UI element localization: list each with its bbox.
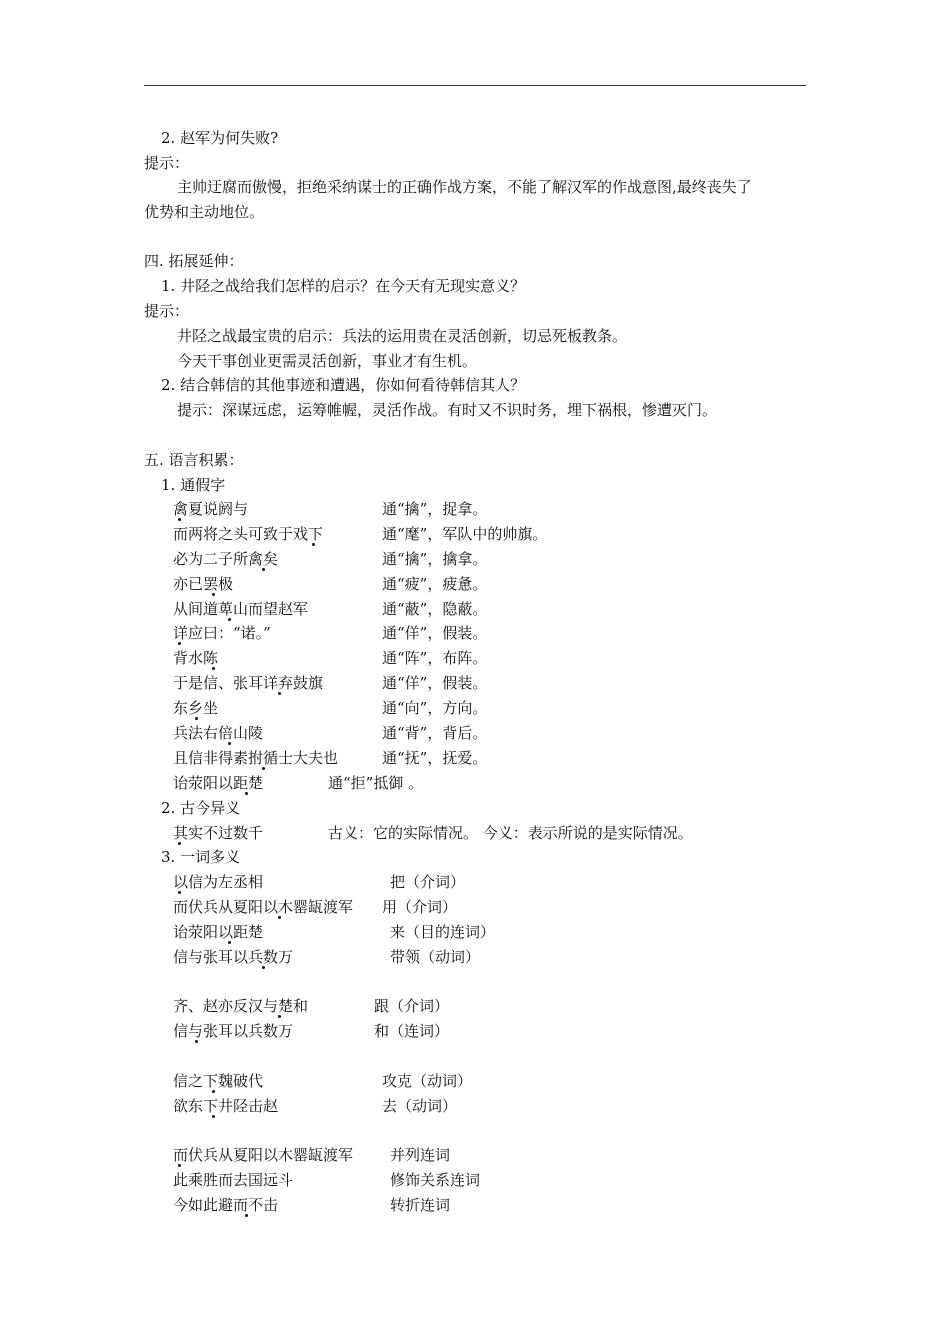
emphasis-dot: [262, 568, 265, 571]
yici-note: 去（动词）: [382, 1097, 458, 1115]
emphasis-dot: [228, 742, 231, 745]
tongjia-phrase: 详应曰：“诺。”: [173, 624, 271, 642]
gujin-note: 古义：它的实际情况。 今义：表示所说的是实际情况。: [328, 824, 693, 842]
yici-note: 转折连词: [390, 1196, 451, 1214]
yici-phrase: 信与张耳以兵数万: [173, 1022, 294, 1040]
yici-note: 修饰关系连词: [390, 1171, 481, 1189]
emphasis-dot: [278, 1015, 281, 1018]
tongjia-heading: 1. 通假字: [161, 476, 226, 494]
header-rule: [144, 85, 806, 86]
yici-note: 带领（动词）: [390, 948, 481, 966]
tongjia-phrase: 禽夏说阏与: [173, 500, 249, 518]
section-4-answer-3: 提示：深谋远虑，运筹帷幄，灵活作战。有时又不识时务，埋下祸根，惨遭灭门。: [177, 401, 718, 419]
yici-phrase: 信与张耳以兵数万: [173, 948, 294, 966]
hint-text-line-2: 优势和主动地位。: [144, 203, 265, 221]
yici-note: 用（介词）: [382, 898, 458, 916]
emphasis-dot: [212, 1090, 215, 1093]
emphasis-dot: [195, 717, 198, 720]
tongjia-note: 通“向”，方向。: [382, 699, 488, 717]
tongjia-phrase: 兵法右倍山陵: [173, 724, 264, 742]
tongjia-note: 通“擒”，擒拿。: [382, 550, 488, 568]
section-4-hint-label: 提示：: [144, 302, 190, 320]
tongjia-note: 通“佯”，假装。: [382, 674, 488, 692]
emphasis-dot: [212, 667, 215, 670]
tongjia-note: 通“抚”，抚爱。: [382, 749, 488, 767]
tongjia-note: 通“麾”，军队中的帅旗。: [382, 525, 548, 543]
tongjia-note: 通“疲”，疲惫。: [382, 575, 488, 593]
emphasis-dot: [178, 518, 181, 521]
yici-note: 来（目的连词）: [390, 923, 496, 941]
yici-phrase: 以信为左丞相: [173, 873, 264, 891]
yici-note: 把（介词）: [390, 873, 466, 891]
yici-note: 并列连词: [390, 1146, 451, 1164]
tongjia-note: 通“佯”，假装。: [382, 624, 488, 642]
yici-phrase: 此乘胜而去国远斗: [173, 1171, 294, 1189]
emphasis-dot: [245, 792, 248, 795]
yici-phrase: 而伏兵从夏阳以木罂缻渡军: [173, 1146, 354, 1164]
yici-phrase: 信之下魏破代: [173, 1072, 264, 1090]
yici-note: 攻克（动词）: [382, 1072, 473, 1090]
emphasis-dot: [212, 1115, 215, 1118]
emphasis-dot: [262, 767, 265, 770]
yici-phrase: 欲东下井陉击赵: [173, 1097, 279, 1115]
tongjia-phrase: 而两将之头可致于戏下: [173, 525, 324, 543]
tongjia-note: 通“背”，背后。: [382, 724, 488, 742]
yici-note: 和（连词）: [374, 1022, 450, 1040]
emphasis-dot: [278, 692, 281, 695]
emphasis-dot: [212, 593, 215, 596]
section-5-heading: 五. 语言积累：: [144, 451, 244, 469]
emphasis-dot: [178, 842, 181, 845]
emphasis-dot: [195, 1040, 198, 1043]
question-2: 2. 赵军为何失败?: [161, 129, 279, 147]
yici-phrase: 齐、赵亦反汉与楚和: [173, 997, 309, 1015]
tongjia-note: 通“擒”，捉拿。: [382, 500, 488, 518]
tongjia-phrase: 必为二子所禽矣: [173, 550, 279, 568]
tongjia-phrase: 于是信、张耳详弃鼓旗: [173, 674, 324, 692]
yici-phrase: 今如此避而不击: [173, 1196, 279, 1214]
hint-text-line-1: 主帅迂腐而傲慢，拒绝采纳谋士的正确作战方案，不能了解汉军的作战意图,最终丧失了: [177, 178, 752, 196]
emphasis-dot: [312, 543, 315, 546]
tongjia-note: 通“蔽”，隐蔽。: [382, 600, 488, 618]
section-4-question-2: 2. 结合韩信的其他事迹和遭遇，你如何看待韩信其人？: [161, 376, 526, 394]
tongjia-phrase: 诒荥阳以距楚: [173, 774, 264, 792]
emphasis-dot: [178, 891, 181, 894]
emphasis-dot: [228, 941, 231, 944]
section-4-heading: 四. 拓展延伸：: [144, 252, 244, 270]
section-4-answer-1: 井陉之战最宝贵的启示：兵法的运用贵在灵活创新，切忌死板教条。: [177, 327, 628, 345]
emphasis-dot: [245, 1214, 248, 1217]
emphasis-dot: [178, 1164, 181, 1167]
hint-label: 提示：: [144, 154, 190, 172]
section-4-answer-2: 今天干事创业更需灵活创新，事业才有生机。: [177, 352, 478, 370]
emphasis-dot: [262, 966, 265, 969]
yici-note: 跟（介词）: [374, 997, 450, 1015]
tongjia-phrase: 背水陈: [173, 649, 219, 667]
emphasis-dot: [178, 642, 181, 645]
gujin-phrase: 其实不过数千: [173, 824, 264, 842]
emphasis-dot: [278, 916, 281, 919]
emphasis-dot: [228, 618, 231, 621]
tongjia-phrase: 东乡坐: [173, 699, 219, 717]
tongjia-note: 通“阵”，布阵。: [382, 649, 488, 667]
gujin-heading: 2. 古今异义: [161, 799, 241, 817]
tongjia-phrase: 亦已罢极: [173, 575, 234, 593]
tongjia-phrase: 且信非得素拊循士大夫也: [173, 749, 339, 767]
yici-phrase: 而伏兵从夏阳以木罂缻渡军: [173, 898, 354, 916]
yici-heading: 3. 一词多义: [161, 848, 241, 866]
tongjia-phrase: 从间道萆山而望赵军: [173, 600, 309, 618]
tongjia-note: 通“拒”抵御 。: [328, 774, 424, 792]
section-4-question-1: 1. 井陉之战给我们怎样的启示？在今天有无现实意义？: [161, 277, 526, 295]
yici-phrase: 诒荥阳以距楚: [173, 923, 264, 941]
